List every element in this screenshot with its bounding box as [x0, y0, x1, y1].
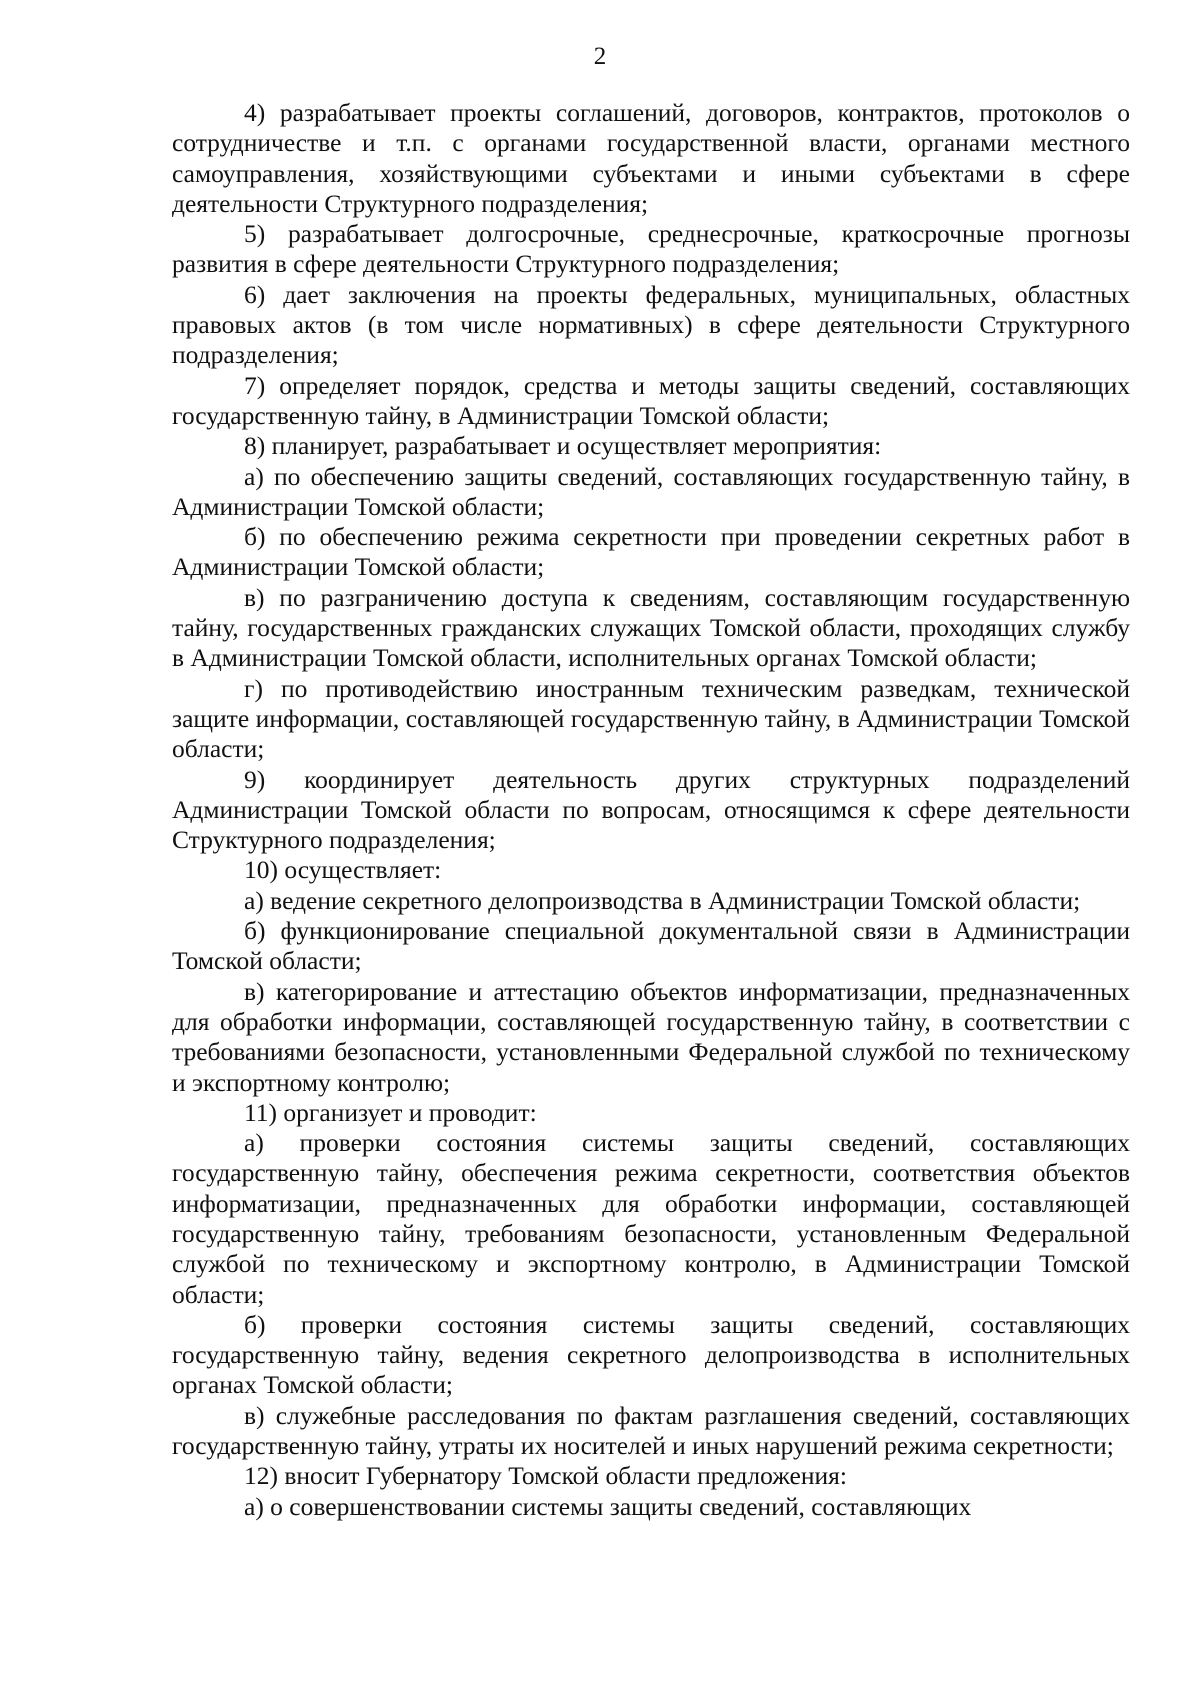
paragraph-item-7: 7) определяет порядок, средства и методы защиты сведений, составляющих государственную тайну, в Администрации Томской области; [172, 370, 1130, 430]
paragraph-item-11a: а) проверки состояния системы защиты сведений, составляющих государственную тайну, обеспечения режима секретности, соответствия объектов информатизации, предназначенных для обработки информации, составляющей государственную тайну, требованиям безопасности, установленным Федеральной службой по техническому и экспортному контролю, в Администрации Томской области; [172, 1128, 1130, 1309]
paragraph-item-8g: г) по противодействию иностранным техническим разведкам, технической защите информации, составляющей государственную тайну, в Администрации Томской области; [172, 673, 1130, 764]
paragraph-item-12a: а) о совершенствовании системы защиты сведений, составляющих [244, 1491, 972, 1521]
paragraph-item-4: 4) разрабатывает проекты соглашений, договоров, контрактов, протоколов о сотрудничестве и т.п. с органами государственной власти, органами местного самоуправления, хозяйствующими субъектами и иными субъектами в сфере деятельности Структурного подразделения; [172, 98, 1130, 218]
paragraph-item-8v: в) по разграничению доступа к сведениям, составляющим государственную тайну, государственных гражданских служащих Томской области, проходящих службу в Администрации Томской области, исполнительных органах Томской области; [172, 582, 1130, 673]
paragraph-item-6: 6) дает заключения на проекты федеральных, муниципальных, областных правовых актов (в том числе нормативных) в сфере деятельности Структурного подразделения; [172, 279, 1130, 370]
paragraph-item-8a: а) по обеспечению защиты сведений, составляющих государственную тайну, в Администрации Томской области; [172, 461, 1130, 521]
paragraph-item-10b: б) функционирование специальной документальной связи в Администрации Томской области; [172, 916, 1130, 976]
paragraph-item-5: 5) разрабатывает долгосрочные, среднесрочные, краткосрочные прогнозы развития в сфере деятельности Структурного подразделения; [172, 219, 1130, 279]
paragraph-item-11b: б) проверки состояния системы защиты сведений, составляющих государственную тайну, ведения секретного делопроизводства в исполнительных органах Томской области; [172, 1309, 1130, 1400]
paragraph-item-11v: в) служебные расследования по фактам разглашения сведений, составляющих государственную тайну, утраты их носителей и иных нарушений режима секретности; [172, 1400, 1130, 1461]
paragraph-item-8b: б) по обеспечению режима секретности при проведении секретных работ в Администрации Томской области; [172, 522, 1130, 582]
paragraph-item-9: 9) координирует деятельность других структурных подразделений Администрации Томской области по вопросам, относящимся к сфере деятельности Структурного подразделения; [172, 764, 1130, 855]
paragraph-item-8: 8) планирует, разрабатывает и осуществляет мероприятия: [244, 431, 882, 461]
paragraph-item-10v: в) категорирование и аттестацию объектов информатизации, предназначенных для обработки информации, составляющей государственную тайну, в соответствии с требованиями безопасности, установленными Федеральной службой по техническому и экспортному контролю; [172, 976, 1130, 1097]
document-body [172, 98, 1130, 1522]
page-number: 2 [593, 43, 607, 70]
paragraph-item-10a: а) ведение секретного делопроизводства в Администрации Томской области; [244, 885, 1081, 915]
paragraph-item-11: 11) организует и проводит: [244, 1097, 537, 1127]
paragraph-item-12: 12) вносит Губернатору Томской области предложения: [244, 1461, 847, 1491]
paragraph-item-10: 10) осуществляет: [244, 855, 442, 885]
